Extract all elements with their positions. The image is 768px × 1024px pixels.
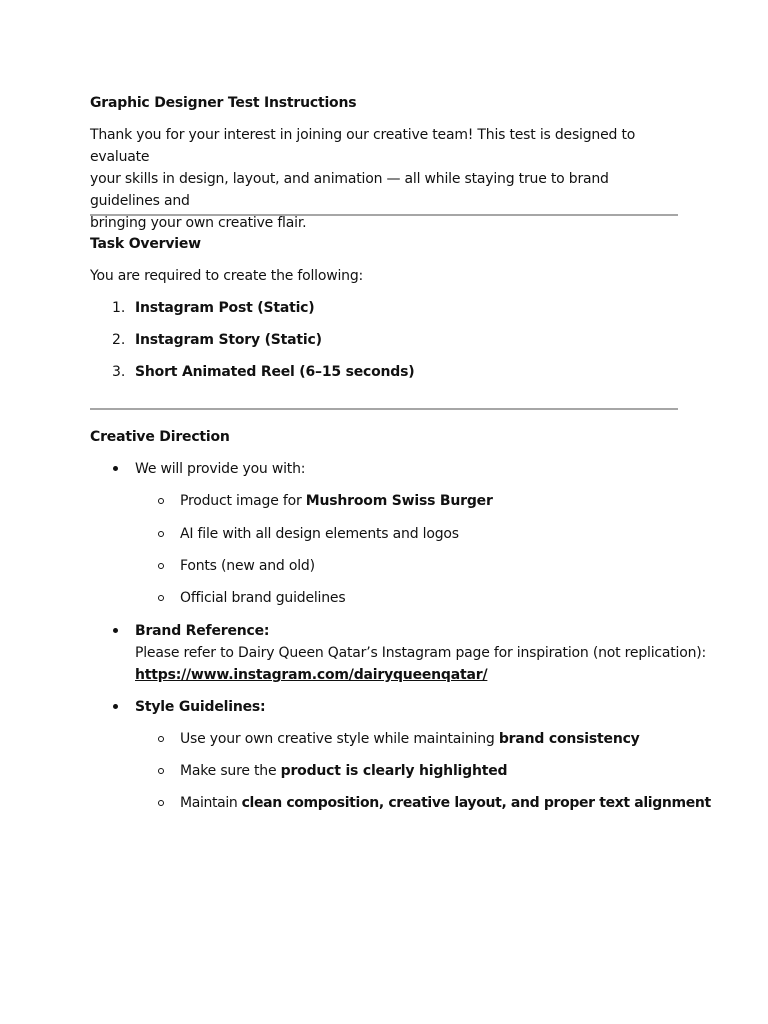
provide-item-ai-file: AI file with all design elements and logos: [180, 526, 459, 542]
brand-reference-link-wrap: [135, 664, 487, 686]
creative-direction-heading: Creative Direction: [90, 429, 230, 445]
bullet-icon: [113, 466, 118, 471]
bullet-icon: [113, 704, 118, 709]
hollow-bullet-icon: [158, 563, 164, 569]
task-number: 2.: [112, 332, 126, 348]
hollow-bullet-icon: [158, 595, 164, 601]
style-item-bold: product is clearly highlighted: [280, 763, 508, 779]
intro-line-2: your skills in design, layout, and animation — all while staying true to brand guidelines and: [90, 171, 609, 209]
hollow-bullet-icon: [158, 531, 164, 537]
style-guidelines-label: Style Guidelines:: [135, 699, 266, 715]
hollow-bullet-icon: [158, 800, 164, 806]
provide-item-fonts: Fonts (new and old): [180, 558, 315, 574]
intro-line-1: Thank you for your interest in joining our creative team! This test is designed to evaluate: [90, 127, 636, 165]
task-item-instagram-story: Instagram Story (Static): [135, 332, 322, 348]
task-number: 1.: [112, 300, 126, 316]
task-item-instagram-post: Instagram Post (Static): [135, 300, 315, 316]
style-item-bold: clean composition, creative layout, and proper text alignment: [241, 795, 711, 811]
bullet-icon: [113, 628, 118, 633]
style-item-clean-composition: [180, 792, 711, 814]
section-divider: [90, 408, 678, 410]
brand-reference-text: Please refer to Dairy Queen Qatar’s Instagram page for inspiration (not replication):: [135, 645, 707, 661]
task-item-animated-reel: Short Animated Reel (6–15 seconds): [135, 364, 415, 380]
hollow-bullet-icon: [158, 498, 164, 504]
style-item-brand-consistency: [180, 728, 640, 750]
instagram-link[interactable]: https://www.instagram.com/dairyqueenqatar/: [135, 667, 488, 683]
hollow-bullet-icon: [158, 768, 164, 774]
style-item-text: Maintain: [180, 795, 242, 811]
intro-line-3: bringing your own creative flair.: [90, 215, 307, 231]
task-number: 3.: [112, 364, 126, 380]
hollow-bullet-icon: [158, 736, 164, 742]
style-item-text: Use your own creative style while maintaining: [180, 731, 499, 747]
brand-reference-label: Brand Reference:: [135, 623, 270, 639]
style-item-text: Make sure the: [180, 763, 281, 779]
provide-item-text: Product image for: [180, 493, 306, 509]
provide-item-product-image: [180, 490, 493, 512]
document-title: Graphic Designer Test Instructions: [90, 95, 357, 111]
provide-item-bold: Mushroom Swiss Burger: [305, 493, 493, 509]
style-item-product-highlight: [180, 760, 507, 782]
provide-label: We will provide you with:: [135, 461, 306, 477]
provide-item-brand-guidelines: Official brand guidelines: [180, 590, 346, 606]
style-item-bold: brand consistency: [498, 731, 640, 747]
section-divider: [90, 214, 678, 216]
task-overview-heading: Task Overview: [90, 236, 201, 252]
task-overview-lead: You are required to create the following:: [90, 268, 364, 284]
intro-paragraph: [90, 124, 680, 234]
